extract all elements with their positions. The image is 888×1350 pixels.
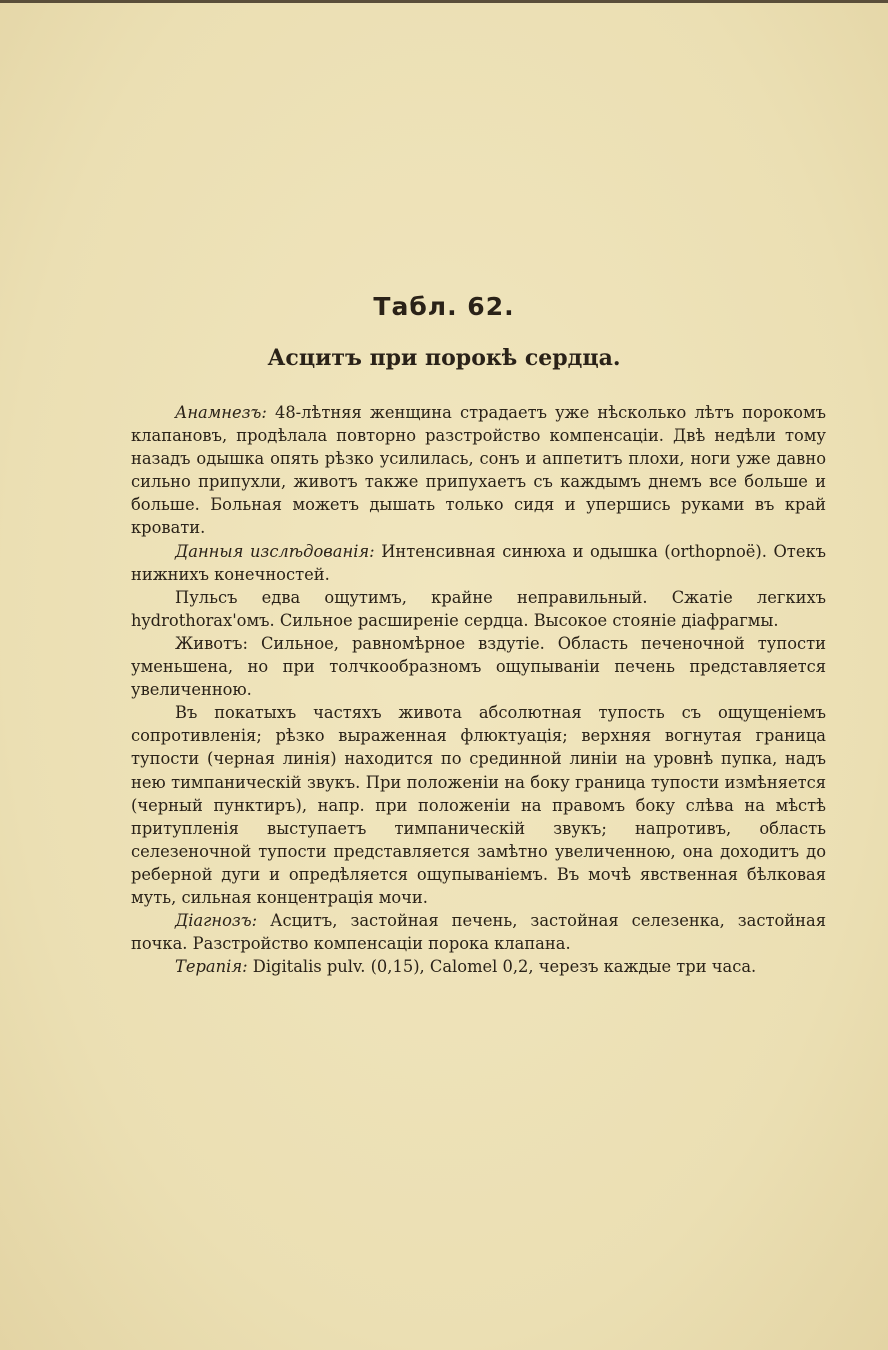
body-text [131, 401, 826, 978]
paragraph-lead: Анамнезъ: [175, 403, 267, 422]
paragraph-text: Въ покатыхъ частяхъ живота абсолютная тупость съ ощущеніемъ сопротивленія; рѣзко выраженная флюктуація; верхняя вогнутая граница тупости (черная линія) находится по срединной линіи на уровнѣ пупка, надъ нею тимпаническій звукъ. При положеніи на боку граница тупости измѣняется (черный пунктиръ), напр. при положеніи на правомъ боку слѣва на мѣстѣ притупленія выступаетъ тимпаническій звукъ; напротивъ, область селезеночной тупости представляется замѣтно увеличенною, она доходитъ до реберной дуги и опредѣляется ощупываніемъ. Въ мочѣ явственная бѣлковая муть, сильная концентрація мочи. [131, 703, 826, 907]
paragraph-examination [131, 540, 826, 586]
paragraph-anamnesis [131, 401, 826, 540]
paragraph-text: 48-лѣтняя женщина страдаетъ уже нѣсколько лѣтъ порокомъ клапановъ, продѣлала повторно разстройство компенсаціи. Двѣ недѣли тому назадъ одышка опять рѣзко усилилась, сонъ и аппетитъ плохи, ноги уже давно сильно припухли, животъ также припухаетъ съ каждымъ днемъ все больше и больше. Больная можетъ дышать только сидя и упершись руками въ край кровати. [131, 403, 826, 538]
paragraph-lead: Діагнозъ: [175, 911, 258, 931]
page-heading: Асцитъ при порокѣ сердца. [267, 345, 621, 371]
paragraph-pulse [131, 586, 826, 632]
paragraph-lead: Терапія: [175, 957, 248, 977]
paragraph-text: Пульсъ едва ощутимъ, крайне неправильный. Сжатіе легкихъ hydrothorax'омъ. Сильное расширеніе сердца. Высокое стояніе діафрагмы. [131, 587, 826, 630]
paragraph-text: Интенсивная синюха и одышка (orthopnoë). Отекъ нижнихъ конечностей. [131, 541, 826, 584]
paragraph-therapy [131, 955, 826, 978]
top-edge-rule [0, 0, 888, 3]
paragraph-text: Животъ: Сильное, равномѣрное вздутіе. Область печеночной тупости уменьшена, но при толчкообразномъ ощупываніи печень представляется увеличенною. [131, 633, 826, 700]
plate-number: Табл. 62. [373, 292, 515, 321]
paragraph-abdomen [131, 632, 826, 701]
paragraph-text: Digitalis pulv. (0,15), Calomel 0,2, черезъ каждые три часа. [247, 957, 757, 977]
paragraph-lead: Данныя изслѣдованія: [175, 541, 375, 561]
paragraph-diagnosis [131, 909, 826, 955]
paragraph-text: Асцитъ, застойная печень, застойная селезенка, застойная почка. Разстройство компенсаціи порока клапана. [131, 911, 826, 954]
paragraph-dullness [131, 701, 826, 909]
